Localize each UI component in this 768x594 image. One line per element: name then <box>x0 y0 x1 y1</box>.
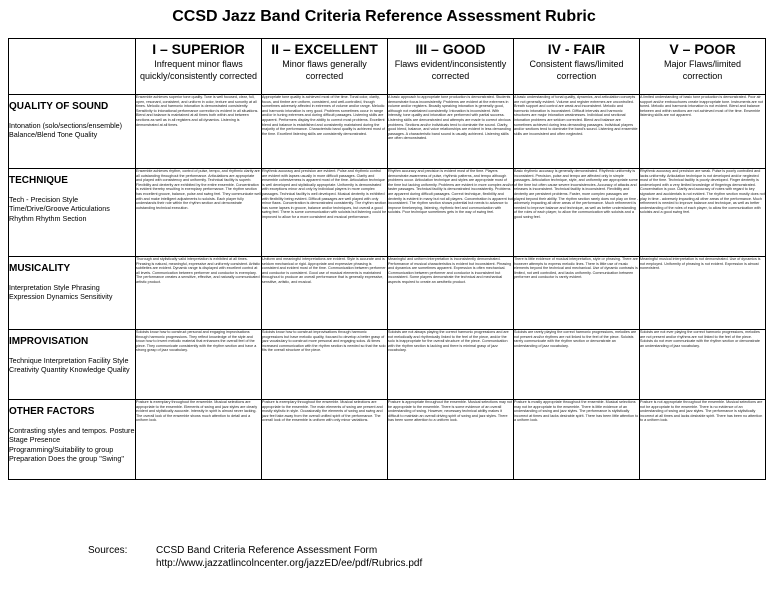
category-cell <box>9 257 136 330</box>
rubric-cell: Appropriate tone quality is achieved most of the time. Tonal color, clarity, focus, and timbre are uniform, consistent, and well-controlled, though sometimes adversely affected in extremes of volume and/or range. Melodic and harmonic intonation is very good. Problems sometimes occur in range and/or in tuning extremes and during difficult passages. Listening skills are apparent. Performers display the ability to correct most problems. Excellent blend and balance is established and consistently maintained during the majority of the performance. Characteristic band quality is achieved most of the time. Excellent listening skills are consistently demonstrated. <box>262 95 388 169</box>
level-label: III – GOOD <box>415 41 486 57</box>
rubric-cell: Rhythmic accuracy and precision are weak. Pulse is poorly controlled and lacks uniformity. Articulation technique is not developed and/or neglected most of the time. Technical facility is poorly developed. Finger dexterity is undeveloped with a very limited knowledge of fingerings demonstrated. Concentration is poor. Clarity and accuracy of notes with regard to key signature and accidentals is not evident. The rhythm section mostly does not play in time - adversely impacting all other areas of the performance. Much refinement is needed to improve balance and technique, as well as better understanding of the roles of each player, to allow the communication with soloists and a good swing feel. <box>640 169 766 257</box>
row-technique <box>9 169 766 257</box>
row-quality-of-sound <box>9 95 766 169</box>
category-desc: Intonation (solo/sections/ensemble) Balance/Blend Tone Quality <box>9 121 123 140</box>
page-title: CCSD Jazz Band Criteria Reference Assessment Rubric <box>172 8 596 25</box>
level-header-fair <box>514 39 640 95</box>
sources-label: Sources: <box>88 545 128 556</box>
category-name: QUALITY OF SOUND <box>9 101 109 112</box>
category-name: TECHNIQUE <box>9 175 68 186</box>
level-label: IV - FAIR <box>547 41 606 57</box>
rubric-cell: Ensemble achieves superior tone quality. Tone is well focused, clear, full, open, resonant, consistent, and uniform in color, texture and sonority at all times. Melodic and harmonic intonation is demonstrated consistently. Sensitivity to intonational performance correction is evident in all situations. Blend and balance is maintained at all times both within and between sections as well as in all registers and all dynamics. Listening is demonstrated at all times. <box>136 95 262 169</box>
rubric-cell: A basic approach to appropriate tone production is demonstrated. Students demonstrate focus inconsistently. Problems are evident at the extremes in volume and/or registers. Broadly speaking intonation is generally good, although not maintained consistently. Intonation is inconsistent. With intensity, tone quality and intonation are performed with partial success. Listening skills are demonstrated and attempts are made to correct obvious problems. Sections and/or individuals tend to dominate the sound. Clarity, good blend, balance, and voice relationships are evident in less demanding passages. A characteristic band sound is usually achieved. Listening skills are often demonstrated. <box>388 95 514 169</box>
corner-cell <box>9 39 136 95</box>
level-desc: Major Flaws/limited correction <box>663 59 741 81</box>
rubric-cell: There is little evidence of musical interpretation, style or phrasing. There are however attempts to express melodic lines. There is little use of music elements beyond the technical and mechanical. Use of dynamic contrasts is limited, not well controlled, and lacks uniformity. Communication between performer and conductor is rarely evident. <box>514 257 640 330</box>
category-desc: Contrasting styles and tempos. Posture Stage Presence Programming/Suitability to group Preparation Does the group "Swing" <box>9 426 135 464</box>
category-name: OTHER FACTORS <box>9 406 95 417</box>
rubric-cell: Posture is exemplary throughout the ensemble. Musical selections are appropriate to the ensemble. The main elements of swing are present and mostly stylistic in style. Occasionally the elements of swing and swing and jazz feel take away from the overall unified spirit of the performance. The overall look of the ensemble is uniform with only minor variations. <box>262 400 388 480</box>
category-cell <box>9 400 136 480</box>
rubric-cell: Soloists are rarely playing the correct harmonic progressions, melodies are not present and/or rhythms are not linked to the feel of the piece. Soloists rarely communicate with the rhythm section or demonstrate an understanding of jazz vocabulary. <box>514 330 640 400</box>
rubric-cell: Meaningful and uniform interpretation is inconsistently demonstrated. Performance of musical characteristics is evident but inconsistent. Phrasing and dynamics are sometimes apparent. Expression is often mechanical. Communication between performer and conductor is inconsistent but inconsistent. Some players demonstrate the technical and mechanical aspects required to create an aesthetic product. <box>388 257 514 330</box>
rubric-cell: A limited understanding of basic tone production is demonstrated. Poor air support and/or embouchures create inappropriate tone. Instruments are not tuned. Melodic and harmonic intonation is not evident. Blend and balance between and within sections are not achieved most of the time. Ensemble listening skills are not apparent. <box>640 95 766 169</box>
rubric-table <box>8 38 766 480</box>
category-desc: Interpretation Style Phrasing Expression Dynamics Sensitivity <box>9 283 113 302</box>
category-name: IMPROVISATION <box>9 336 89 347</box>
source-url[interactable]: http://www.jazzatlincolncenter.org/jazzED/ee/pdf/Rubrics.pdf <box>156 558 423 569</box>
level-label: II – EXCELLENT <box>271 41 378 57</box>
rubric-cell: Uniform and meaningful interpretations are evident. Style is accurate and is seldom mechanical or rigid. Appropriate and expressive phrasing is consistent and evident most of the time. Communication between performer and conductor is consistent. Good use of musical elements is maintained throughout to produce an overall performance that is generally expressive, sensitive, artistic, and musical. <box>262 257 388 330</box>
rubric-cell: Rhythm accuracy and precision is evident most of the time. Players demonstrate awareness of pulse, rhythmic patterns, and tempo although problems occur. Articulation technique and styles are appropriate most of the time but lacking uniformity. Problems are evident in more complex and/or faster passages. Technical facility is demonstrated inconsistently. Problems are apparent during difficult passages. Correct technique, flexibility and dexterity is evident in many but not all players. Concentration is apparent but inconsistent. The rhythm section shows potential but needs to advance to improve timekeeping, listening, rhythmic feel and communication with soloists. Poor technique sometimes gets in the way of swing feel. <box>388 169 514 257</box>
level-header-superior <box>136 39 262 95</box>
header-row <box>9 39 766 95</box>
rubric-cell: A basic understanding of tonal quality, dynamics, and articulation concepts are not generally evident. Volume and register extremes are uncontrolled. Breath support and control are weak and inconsistent. Melodic and harmonic intonation is inconsistent. Difficult intervals and harmonic structures are major intonation weaknesses. Individual and sectional intonation problems are seldom corrected. Blend and balance are sometimes achieved during less demanding passages. Individual players and/or sections tend to dominate the band's sound. Listening and ensemble skills are inconsistent and often neglected. <box>514 95 640 169</box>
level-header-excellent <box>262 39 388 95</box>
rubric-cell: Soloists are not ever playing the correct harmonic progressions, melodies are not present and/or rhythms are not linked to the feel of the piece. Soloists do not ever communicate with the rhythm section or demonstrate an understanding of jazz vocabulary. <box>640 330 766 400</box>
rubric-cell: Soloists know how to construct improvisations through harmonic progressions but have melodic quality, focused to develop a better grasp of jazz vocabulary to construct more personal and engaging solos. At times increased communication with the rhythm section is needed so that the solo fits the overall structure of the piece. <box>262 330 388 400</box>
level-label: V – POOR <box>669 41 736 57</box>
rubric-cell: Basic rhythmic accuracy is generally demonstrated. Rhythmic uniformity is inconsistent. Precision, pulse and tempo are affected only in simple passages. Articulation technique, style, and uniformity are appropriate some of the time but often cause severe inconsistencies. Accuracy of attacks and releases is inconsistent. Technical facility is inconsistent. Flexibility and dexterity are persistent problems. Faster, more complex passages are played beyond their ability. The rhythm section rarely does not play on time - adversely impacting all other areas of the performance. Much refinement is needed to improve balance and technique, as well as better understanding of the roles of each player, to allow the communication with soloists and a good swing feel. <box>514 169 640 257</box>
category-desc: Technique Interpretation Facility Style Creativity Quantity Knowledge Quality <box>9 356 130 375</box>
rubric-cell: Rhythmic accuracy and precision are evident. Pulse and rhythmic control are evident with lapses usually in more difficult passages. Clarity and ensemble cohesiveness is apparent most of the time. Articulation technique is well developed and stylistically appropriate. Uniformity is demonstrated with exceptions minor and only by individual players in more complex passages. Technical facility is well developed. Musical dexterity is exhibited with flexibility being evident. Difficult passages are well played with only minor flaws. Concentration is demonstrated consistently. The rhythm section has some lapses in groove, balance and/or techniques, but overall a good swing feel. There is some communication with soloists but listening could be improved to allow for a more consistent and musical performance. <box>262 169 388 257</box>
category-cell <box>9 330 136 400</box>
row-musicality <box>9 257 766 330</box>
level-header-poor <box>640 39 766 95</box>
level-header-good <box>388 39 514 95</box>
sources-text <box>156 544 422 570</box>
level-desc: Flaws evident/inconsistently corrected <box>394 59 507 81</box>
rubric-cell: Posture is mostly appropriate throughout the ensemble. Musical selections may not be appropriate to the ensemble. There is little evidence of an understanding of swing and jazz styles. The performance is stylistically incorrect at times and lacks desirable spirit. There has been little attention to a uniform look. <box>514 400 640 480</box>
rubric-cell: Soloists are not always playing the correct harmonic progressions and are not melodically and rhythmically linked to the feel of the piece, and/or the solo is inappropriate for the overall structure of the piece. Communication with the rhythm section is lacking and there is minimal grasp of jazz vocabulary. <box>388 330 514 400</box>
category-cell <box>9 95 136 169</box>
category-name: MUSICALITY <box>9 263 71 274</box>
rubric-cell: Posture is appropriate throughout the ensemble. Musical selections may not be appropriate to the ensemble. There is some evidence of an overall understanding of swing. However, necessary technical ability makes it difficult to maintain an overall driving spirit of swing and jazz styles. There has been some attention to a uniform look. <box>388 400 514 480</box>
level-desc: Minor flaws generally corrected <box>282 59 367 81</box>
rubric-cell: Soloists know how to construct personal and engaging improvisations through harmonic progressions. They reflect knowledge of the style and know how to invent melodic material that enhances the overall feel of the piece. They communicate consistently with the rhythm section and have a strong grasp of jazz vocabulary. <box>136 330 262 400</box>
rubric-cell: Ensemble achieves rhythm, control of pulse, tempo, and rhythmic clarity are all outstanding throughout the performance. Articulations are appropriate and played with consistency and uniformity. Technical facility is superb. Flexibility and dexterity are exhibited by the entire ensemble. Concentration is evident thereby resulting in exemplary performance. The rhythm section has excellent groove, balance, pulse and swing feel. They communicate well with and make intelligent adjustments to soloists. Each player fully understands their role within the rhythm section and demonstrate outstanding technical execution. <box>136 169 262 257</box>
level-label: I – SUPERIOR <box>152 41 245 57</box>
row-improvisation <box>9 330 766 400</box>
row-other-factors <box>9 400 766 480</box>
rubric-cell: Thorough and stylistically valid interpretation is exhibited at all times. Phrasing is natural, meaningful, expressive and uniformly consistent. Artistic subtleties are evident. Dynamic range is displayed with excellent control at all levels. Communication between performer and conductor is exemplary. The performance creates a sensitive, effective, and naturally communicated artistic product. <box>136 257 262 330</box>
rubric-cell: Meaningful musical interpretation is not demonstrated. Use of dynamics is not employed. Uniformity of phrasing is not evident. Expression is almost nonexistent. <box>640 257 766 330</box>
source-title: CCSD Band Criteria Reference Assessment Form <box>156 545 378 556</box>
rubric-cell: Posture is exemplary throughout the ensemble. Musical selections are appropriate to the ensemble. Elements of swing and jazz styles are clearly evident and stylistically accurate. Intensity in spirit is almost never lacking. The overall look of the ensemble shows much attention to detail and a uniform look. <box>136 400 262 480</box>
category-desc: Tech - Precision Style Time/Drive/Groove Articulations Rhythm Rhythm Section <box>9 195 110 223</box>
level-desc: Consistent flaws/limited correction <box>529 59 624 81</box>
level-desc: Infrequent minor flaws quickly/consistently corrected <box>139 59 258 81</box>
rubric-cell: Posture is not appropriate throughout the ensemble. Musical selections are not be appropriate to the ensemble. There is no evidence of an understanding of swing and jazz styles. The performance is stylistically incorrect at all times and lacks desirable spirit. There has been no attention to a uniform look. <box>640 400 766 480</box>
category-cell <box>9 169 136 257</box>
